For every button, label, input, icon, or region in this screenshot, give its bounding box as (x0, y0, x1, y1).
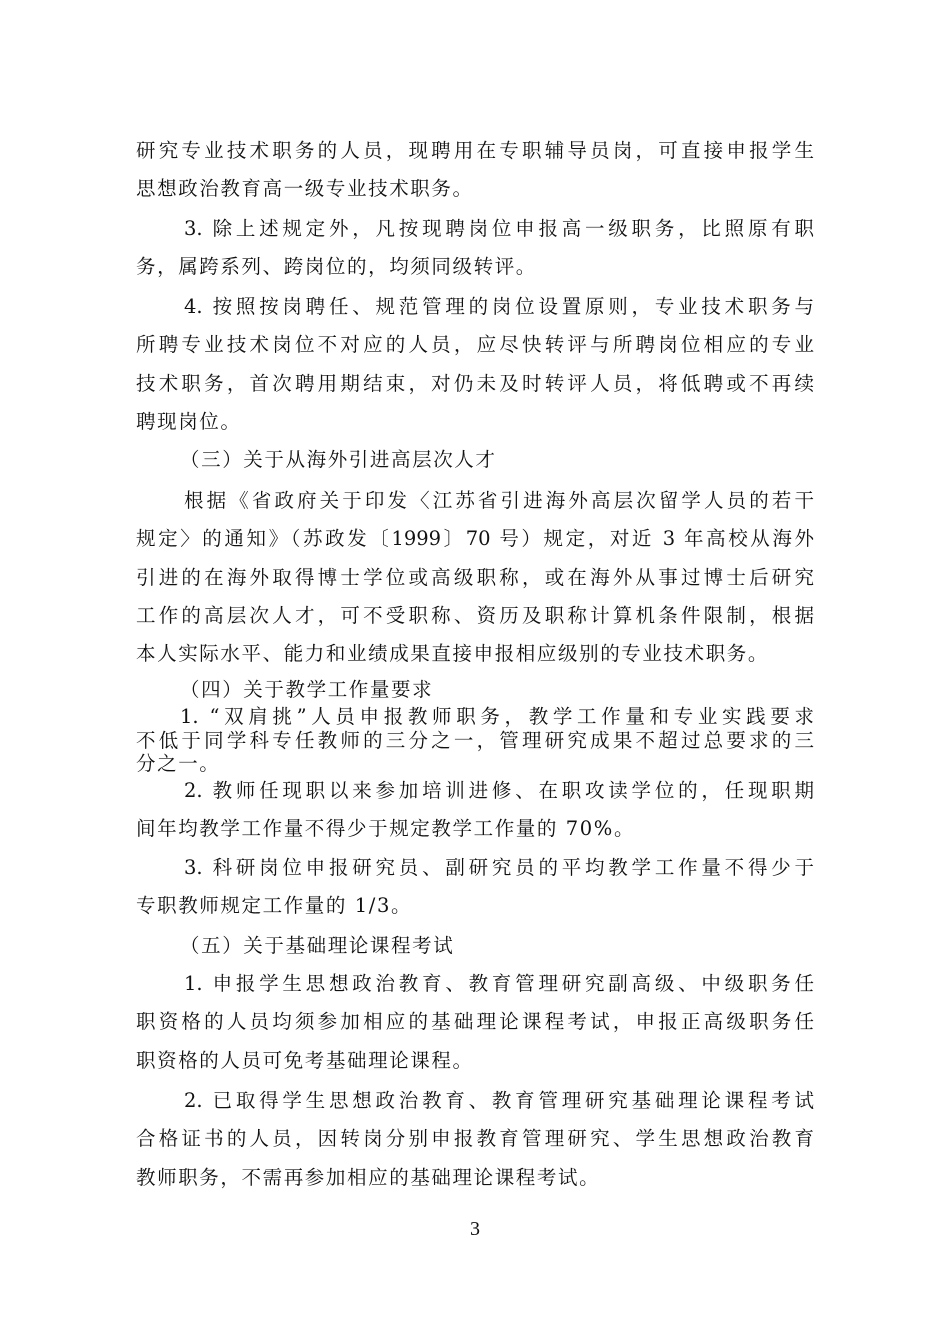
paragraph-line: 1. 申报学生思想政治教育、教育管理研究副高级、中级职务任 (184, 972, 814, 995)
paragraph-line: 专职教师规定工作量的 1/3。 (136, 894, 413, 917)
paragraph-line: 技术职务，首次聘用期结束，对仍未及时转评人员，将低聘或不再续 (136, 372, 814, 395)
paragraph-line: 引进的在海外取得博士学位或高级职称，或在海外从事过博士后研究 (136, 566, 814, 589)
paragraph-line: 4. 按照按岗聘任、规范管理的岗位设置原则，专业技术职务与 (184, 295, 814, 318)
paragraph-line: 聘现岗位。 (136, 410, 242, 433)
paragraph-line: 合格证书的人员，因转岗分别申报教育管理研究、学生思想政治教育 (136, 1127, 814, 1150)
paragraph-line: 思想政治教育高一级专业技术职务。 (136, 177, 474, 200)
paragraph-line: 不低于同学科专任教师的三分之一，管理研究成果不超过总要求的三 (136, 729, 814, 752)
paragraph-line: 规定〉的通知》（苏政发〔1999〕70 号）规定，对近 3 年高校从海外 (136, 527, 814, 550)
paragraph-line: 根据《省政府关于印发〈江苏省引进海外高层次留学人员的若干 (184, 489, 814, 512)
page-number: 3 (470, 1218, 480, 1240)
paragraph-line: 分之一。 (136, 752, 221, 775)
paragraph-line: 教师职务，不需再参加相应的基础理论课程考试。 (136, 1166, 601, 1189)
paragraph-line: 工作的高层次人才，可不受职称、资历及职称计算机条件限制，根据 (136, 604, 814, 627)
paragraph-line: 职资格的人员均须参加相应的基础理论课程考试，申报正高级职务任 (136, 1010, 814, 1033)
paragraph-line: 务，属跨系列、跨岗位的，均须同级转评。 (136, 255, 537, 278)
paragraph-line: 2. 已取得学生思想政治教育、教育管理研究基础理论课程考试 (184, 1089, 814, 1112)
paragraph-line: 1. “双肩挑”人员申报教师职务，教学工作量和专业实践要求 (180, 705, 814, 728)
section-heading: （三）关于从海外引进高层次人才 (180, 448, 497, 471)
paragraph-line: 职资格的人员可免考基础理论课程。 (136, 1049, 474, 1072)
paragraph-line: 所聘专业技术岗位不对应的人员，应尽快转评与所聘岗位相应的专业 (136, 333, 814, 356)
paragraph-line: 本人实际水平、能力和业绩成果直接申报相应级别的专业技术职务。 (136, 642, 770, 665)
section-heading: （五）关于基础理论课程考试 (180, 934, 455, 957)
paragraph-line: 2. 教师任现职以来参加培训进修、在职攻读学位的，任现职期 (184, 779, 814, 802)
section-heading: （四）关于教学工作量要求 (180, 678, 434, 701)
paragraph-line: 3. 除上述规定外，凡按现聘岗位申报高一级职务，比照原有职 (184, 217, 814, 240)
paragraph-line: 研究专业技术职务的人员，现聘用在专职辅导员岗，可直接申报学生 (136, 139, 814, 162)
paragraph-line: 3. 科研岗位申报研究员、副研究员的平均教学工作量不得少于 (184, 856, 814, 879)
paragraph-line: 间年均教学工作量不得少于规定教学工作量的 70%。 (136, 817, 636, 840)
